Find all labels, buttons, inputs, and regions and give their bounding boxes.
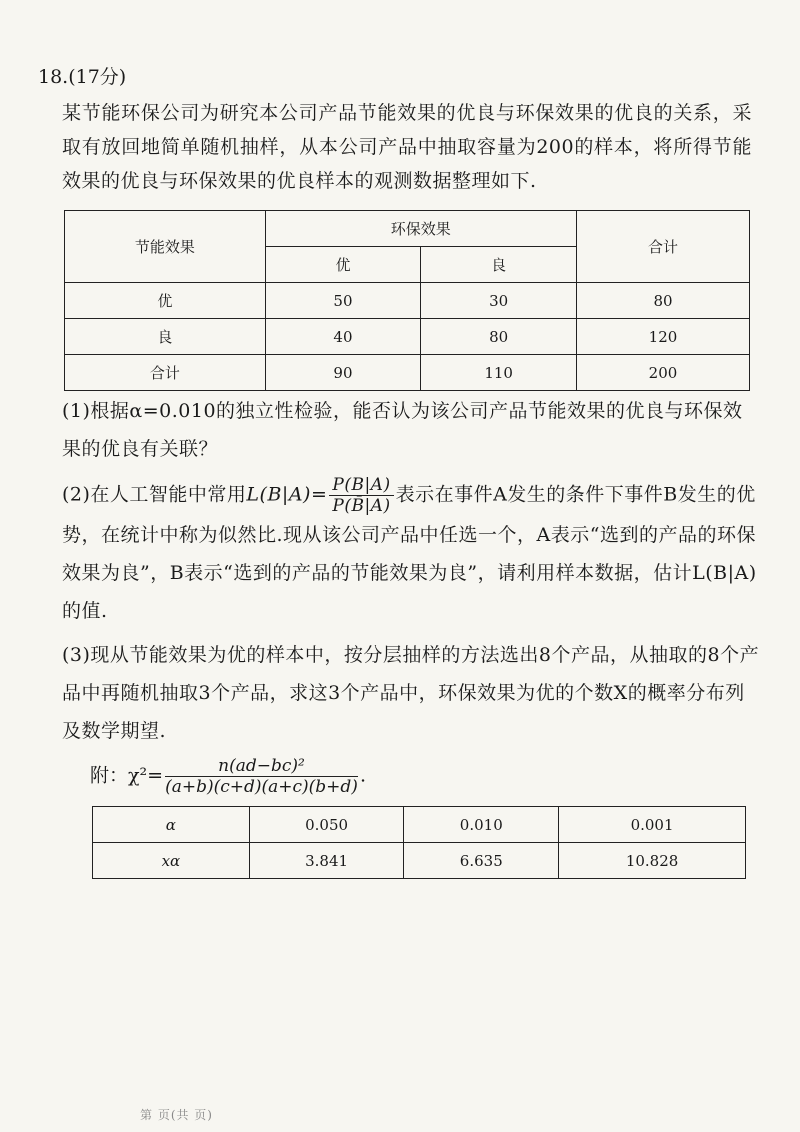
fraction-numerator: P(B|A): [329, 475, 393, 496]
table-row: [93, 807, 746, 843]
alpha-value: 0.010: [404, 807, 559, 843]
total-header-cell: 合计: [576, 211, 749, 283]
critical-value-table: [92, 806, 746, 879]
x-alpha-value: 6.635: [404, 843, 559, 879]
cell-value: 80: [576, 283, 749, 319]
formula-denominator: (a+b)(c+d)(a+c)(b+d): [165, 777, 358, 797]
cell-value: 50: [265, 283, 421, 319]
cell-value: 80: [421, 319, 577, 355]
part-2-lhs: L(B|A)=: [246, 483, 328, 506]
col-header-you: 优: [265, 247, 421, 283]
formula-fraction: [165, 756, 358, 797]
row-header-cell: 节能效果: [65, 211, 266, 283]
table-row: [65, 355, 750, 391]
question-number: 18.(17分): [38, 66, 127, 88]
part-2-rest: 表示在事件A发生的条件下事件B发生的优势，在统计中称为似然比.现从该公司产品中任选一个，A表示“选到的产品的环保效果为良”，B表示“选到的产品的节能效果为良”，请利用样本数据，估计L(B|A)的值.: [62, 483, 757, 622]
cell-value: 40: [265, 319, 421, 355]
alpha-value: 0.001: [559, 807, 746, 843]
cell-value: 30: [421, 283, 577, 319]
part-3: [62, 636, 762, 750]
fraction-denominator: P(B̄|A): [332, 496, 391, 516]
page-footer: 第 页(共 页): [140, 1108, 213, 1122]
question-intro: 某节能环保公司为研究本公司产品节能效果的优良与环保效果的优良的关系，采取有放回地简单随机抽样，从本公司产品中抽取容量为200的样本，将所得节能效果的优良与环保效果的优良样本的观测数据整理如下.: [62, 102, 752, 192]
col-header-liang: 良: [421, 247, 577, 283]
likelihood-fraction: [329, 475, 393, 516]
row-label: 优: [65, 283, 266, 319]
part-2: [62, 475, 762, 630]
contingency-table: [64, 210, 750, 391]
x-alpha-value: 10.828: [559, 843, 746, 879]
row-label: 良: [65, 319, 266, 355]
alpha-label: α: [93, 807, 250, 843]
part-1: [62, 392, 762, 468]
x-alpha-label: xα: [93, 843, 250, 879]
formula-suffix: .: [359, 764, 366, 787]
table-row: [65, 319, 750, 355]
part-3-text: (3)现从节能效果为优的样本中，按分层抽样的方法选出8个产品，从抽取的8个产品中再随机抽取3个产品，求这3个产品中，环保效果为优的个数X的概率分布列及数学期望.: [62, 644, 760, 742]
cell-value: 90: [265, 355, 421, 391]
x-alpha-value: 3.841: [249, 843, 404, 879]
cell-value: 120: [576, 319, 749, 355]
table-row: [65, 283, 750, 319]
table-row: [93, 843, 746, 879]
chi-square-formula: [90, 756, 366, 797]
formula-numerator: n(ad−bc)²: [165, 756, 358, 777]
formula-prefix: 附：χ²=: [90, 764, 164, 787]
cell-value: 110: [421, 355, 577, 391]
part-1-text: (1)根据α=0.010的独立性检验，能否认为该公司产品节能效果的优良与环保效果的优良有关联？: [62, 400, 743, 460]
row-label: 合计: [65, 355, 266, 391]
cell-value: 200: [576, 355, 749, 391]
group-header-cell: 环保效果: [265, 211, 576, 247]
alpha-value: 0.050: [249, 807, 404, 843]
part-2-prefix: (2)在人工智能中常用: [62, 483, 247, 506]
